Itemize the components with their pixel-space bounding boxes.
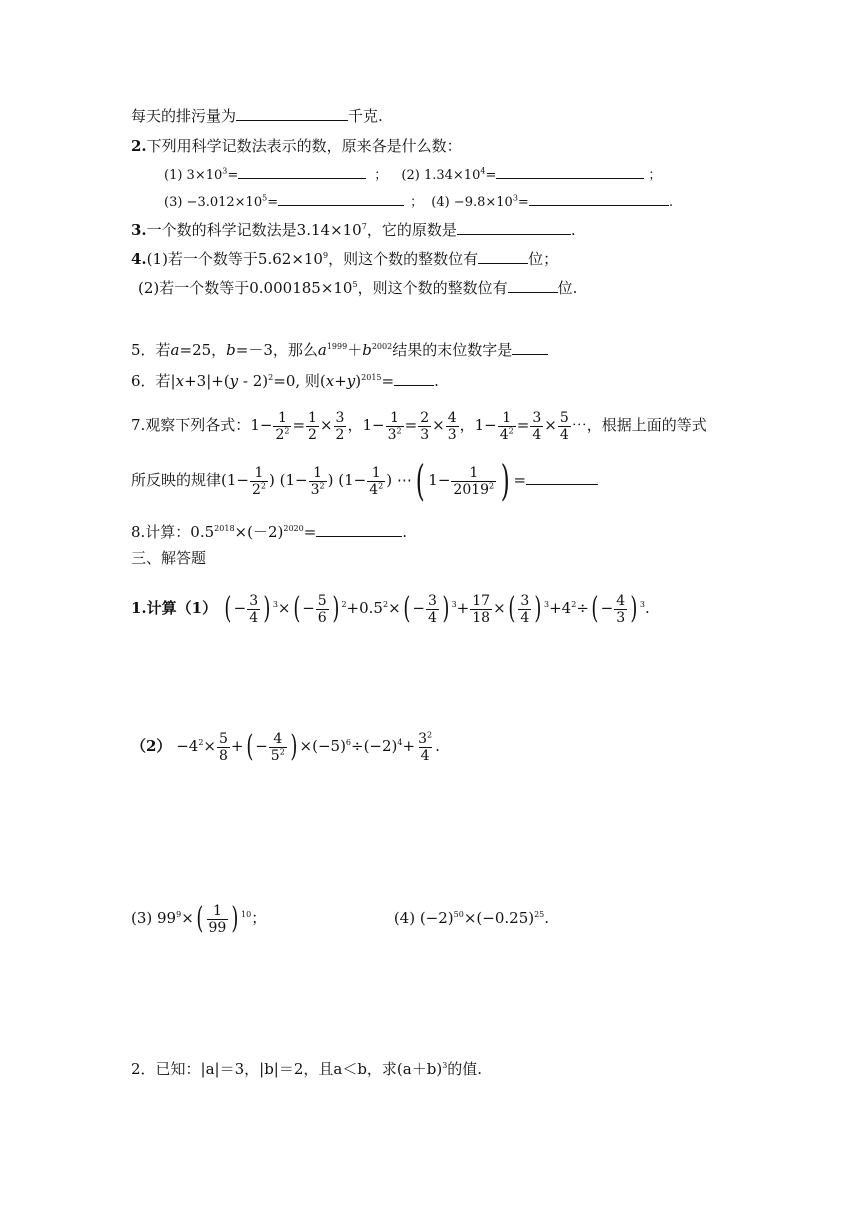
question-2-row2 — [164, 191, 673, 213]
answer-blank — [478, 249, 528, 264]
answer-blank — [529, 191, 669, 206]
q6-mid: - 2) — [238, 372, 269, 390]
question-number: 3. — [131, 221, 147, 239]
separator: ； — [410, 195, 424, 210]
period: . — [434, 372, 439, 390]
fraction — [273, 410, 291, 443]
q2-part3-exp: 5 — [262, 193, 268, 203]
times: × — [319, 416, 333, 434]
answer-blank — [526, 470, 598, 485]
var-x: x — [175, 372, 185, 390]
period: . — [402, 523, 408, 541]
exp: 3 — [442, 1061, 448, 1070]
fraction: $\frac{3}{4}$ — [532, 409, 542, 443]
q3-text2: ，它的原数是 — [366, 221, 457, 239]
fraction: $\frac{3}{2}$ — [335, 409, 345, 443]
one-minus: 1− — [250, 416, 273, 434]
q3-text: 一个数的科学记数法是3.14×10 — [146, 221, 362, 239]
fraction: $\frac{1}{2}$ — [308, 409, 317, 443]
q6-prefix: 6．若| — [131, 372, 176, 390]
eq-sign: = — [292, 416, 306, 434]
fraction: $\frac{1}{2019^2}$ — [453, 464, 495, 498]
var-a: a — [170, 341, 180, 359]
eq-sign: = — [381, 372, 395, 390]
question-6 — [131, 371, 439, 391]
q4-b-unit: 位. — [557, 279, 578, 297]
eq-sign: = — [267, 195, 279, 210]
solve-3-4: (3) $99^9\times$( $\frac{1}{99}$ ) $^{10}$； (4) $(-2)^{50}\times(-0.25)^{25}$. — [131, 901, 550, 936]
denominator: $2^2$ — [275, 425, 290, 443]
solve-4-title: (4) — [393, 909, 416, 927]
fraction: $\frac{1}{4^2}$ — [499, 409, 514, 443]
q4-a-text2: ，则这个数的整数位有 — [328, 250, 479, 268]
eq-sign: = — [303, 523, 317, 541]
fraction: $\frac{1}{4^2}$ — [369, 464, 384, 498]
answer-blank — [508, 278, 558, 293]
answer-blank — [238, 164, 366, 179]
q5-bval: =－3，那么 — [235, 341, 318, 359]
q4-a-exp: 9 — [322, 251, 329, 260]
solve-2-title: （2） — [131, 737, 172, 755]
q7-line2-text: 所反映的规律 — [131, 471, 222, 489]
times: × — [544, 416, 557, 434]
solve-3-title: (3) — [131, 909, 153, 927]
question-last — [131, 1059, 482, 1079]
separator: ； — [648, 168, 662, 183]
q2-part1-exp: 3 — [222, 166, 228, 176]
q6-mid: =0, 则( — [273, 372, 326, 390]
q4-a-unit: 位； — [528, 250, 559, 268]
q8-text: 8.计算：0.5 — [131, 523, 215, 541]
eq-sign: = — [513, 471, 527, 489]
question-8 — [131, 522, 407, 542]
question-text: 下列用科学记数法表示的数，原来各是什么数： — [146, 137, 462, 155]
q5-suffix: 结果的末位数字是 — [392, 341, 513, 359]
q5-prefix: 5．若 — [131, 341, 171, 359]
one-minus: 1− — [362, 416, 385, 434]
exp: 1999 — [326, 342, 348, 351]
exp: 2018 — [214, 524, 235, 533]
section-title: 三、解答题 — [131, 549, 207, 567]
fraction: $\frac{4}{3}$ — [447, 409, 457, 443]
answer-blank — [236, 106, 348, 121]
paren: ) — [355, 372, 362, 390]
q6-mid: +3|+( — [184, 372, 230, 390]
var-b: b — [362, 341, 372, 359]
fraction: $\frac{1}{2^2}$ — [252, 464, 267, 498]
last-tail: 的值. — [447, 1060, 483, 1078]
q8-mid: ×(－2) — [234, 523, 284, 541]
sewage-unit: 千克. — [348, 107, 383, 125]
exp: 2 — [268, 373, 274, 382]
fraction: $\frac{5}{4}$ — [559, 409, 569, 443]
question-4b — [138, 278, 577, 298]
plus: ＋ — [347, 341, 363, 359]
period: . — [570, 221, 576, 239]
one-minus: 1− — [474, 416, 497, 434]
answer-blank — [496, 164, 644, 179]
comma: ， — [347, 416, 363, 434]
q3-exp: 7 — [361, 222, 367, 231]
question-4a — [131, 249, 558, 269]
question-5 — [131, 340, 548, 360]
q4-b-text2: ，则这个数的整数位有 — [357, 279, 508, 297]
eq-sign: = — [517, 195, 529, 210]
var-y: y — [229, 372, 239, 390]
q2-part2-exp: 4 — [480, 166, 486, 176]
eq-sign: = — [227, 168, 239, 183]
solve-1: 1.计算（1） ( − $\frac{3}{4}$ ) $^3$×( − $\frac{5}{6}$ ) $^2+0.5^2\times$( − $\frac{3}{4}$ ) $^3$+ $\frac{17}{18}$ ×( $\frac{3}{4}$ ) $^3+4^2\div$( − $\frac{4}{3}$ ) $^3$. — [131, 591, 650, 626]
fraction: $\frac{2}{3}$ — [420, 409, 430, 443]
exp: 2002 — [371, 342, 393, 351]
question-7-line1 — [131, 405, 707, 445]
numerator: 1 — [277, 409, 287, 426]
question-3 — [131, 220, 576, 240]
var-xy: x+y — [325, 372, 356, 390]
solve-2: $(2) -4^2\times$ $\frac{5}{8}$ +( − $\frac{4}{5^2}$ ) $\times(-5)^6\div(-2)^4+$ $\frac{3^2}{4}$ . — [131, 729, 440, 764]
exp: 2015 — [361, 373, 382, 382]
period: . — [668, 195, 673, 210]
line-sewage — [131, 106, 383, 126]
last-text: 2．已知：|a|＝3，|b|＝2，且a＜b，求(a＋b) — [131, 1060, 443, 1078]
answer-blank — [278, 191, 404, 206]
eq-sign: = — [485, 168, 497, 183]
q7-suffix: ，根据上面的等式 — [586, 416, 707, 434]
var-a: a — [317, 341, 327, 359]
times: × — [432, 416, 445, 434]
answer-blank — [394, 371, 434, 386]
question-2-title — [131, 136, 462, 156]
answer-blank — [512, 340, 548, 355]
q4-b-exp: 5 — [352, 280, 358, 289]
fraction: $\frac{1}{3^2}$ — [387, 409, 402, 443]
sewage-text: 每天的排污量为 — [131, 107, 237, 125]
question-7-line2: 所反映的规律(1− $\frac{1}{2^2}$ ) (1− $\frac{1}{3^2}$ ) (1− $\frac{1}{4^2}$ ) ⋯( 1− $\frac{1}{2019^2}$ ) = — [131, 460, 598, 500]
comma: ， — [459, 416, 475, 434]
fraction: $\frac{1}{3^2}$ — [310, 464, 325, 498]
q2-part1: (1) 3×10 — [164, 168, 223, 183]
question-2-row1 — [164, 164, 661, 186]
eq-sign: = — [404, 416, 418, 434]
q5-aval: =25， — [179, 341, 227, 359]
eq-sign: = — [516, 416, 530, 434]
q4-b-text: (2)若一个数等于0.000185×10 — [138, 279, 353, 297]
q2-part2: (2) 1.34×10 — [401, 168, 481, 183]
solve-1-title: 1.计算（1） — [131, 599, 218, 617]
question-number: 4. — [131, 250, 147, 268]
var-b: b — [226, 341, 236, 359]
ellipsis: ⋯ — [571, 416, 587, 434]
answer-blank — [457, 220, 571, 235]
q2-part4-exp: 3 — [512, 193, 518, 203]
q2-part3: (3) −3.012×10 — [164, 195, 263, 210]
q2-part4: (4) −9.8×10 — [431, 195, 513, 210]
exp: 2020 — [283, 524, 304, 533]
separator: ； — [374, 168, 388, 183]
q7-prefix: 7.观察下列各式： — [131, 416, 251, 434]
q4-a-text: (1)若一个数等于5.62×10 — [146, 250, 323, 268]
ellipsis: ⋯ — [396, 471, 412, 489]
answer-blank — [316, 522, 402, 537]
question-number: 2. — [131, 137, 147, 155]
